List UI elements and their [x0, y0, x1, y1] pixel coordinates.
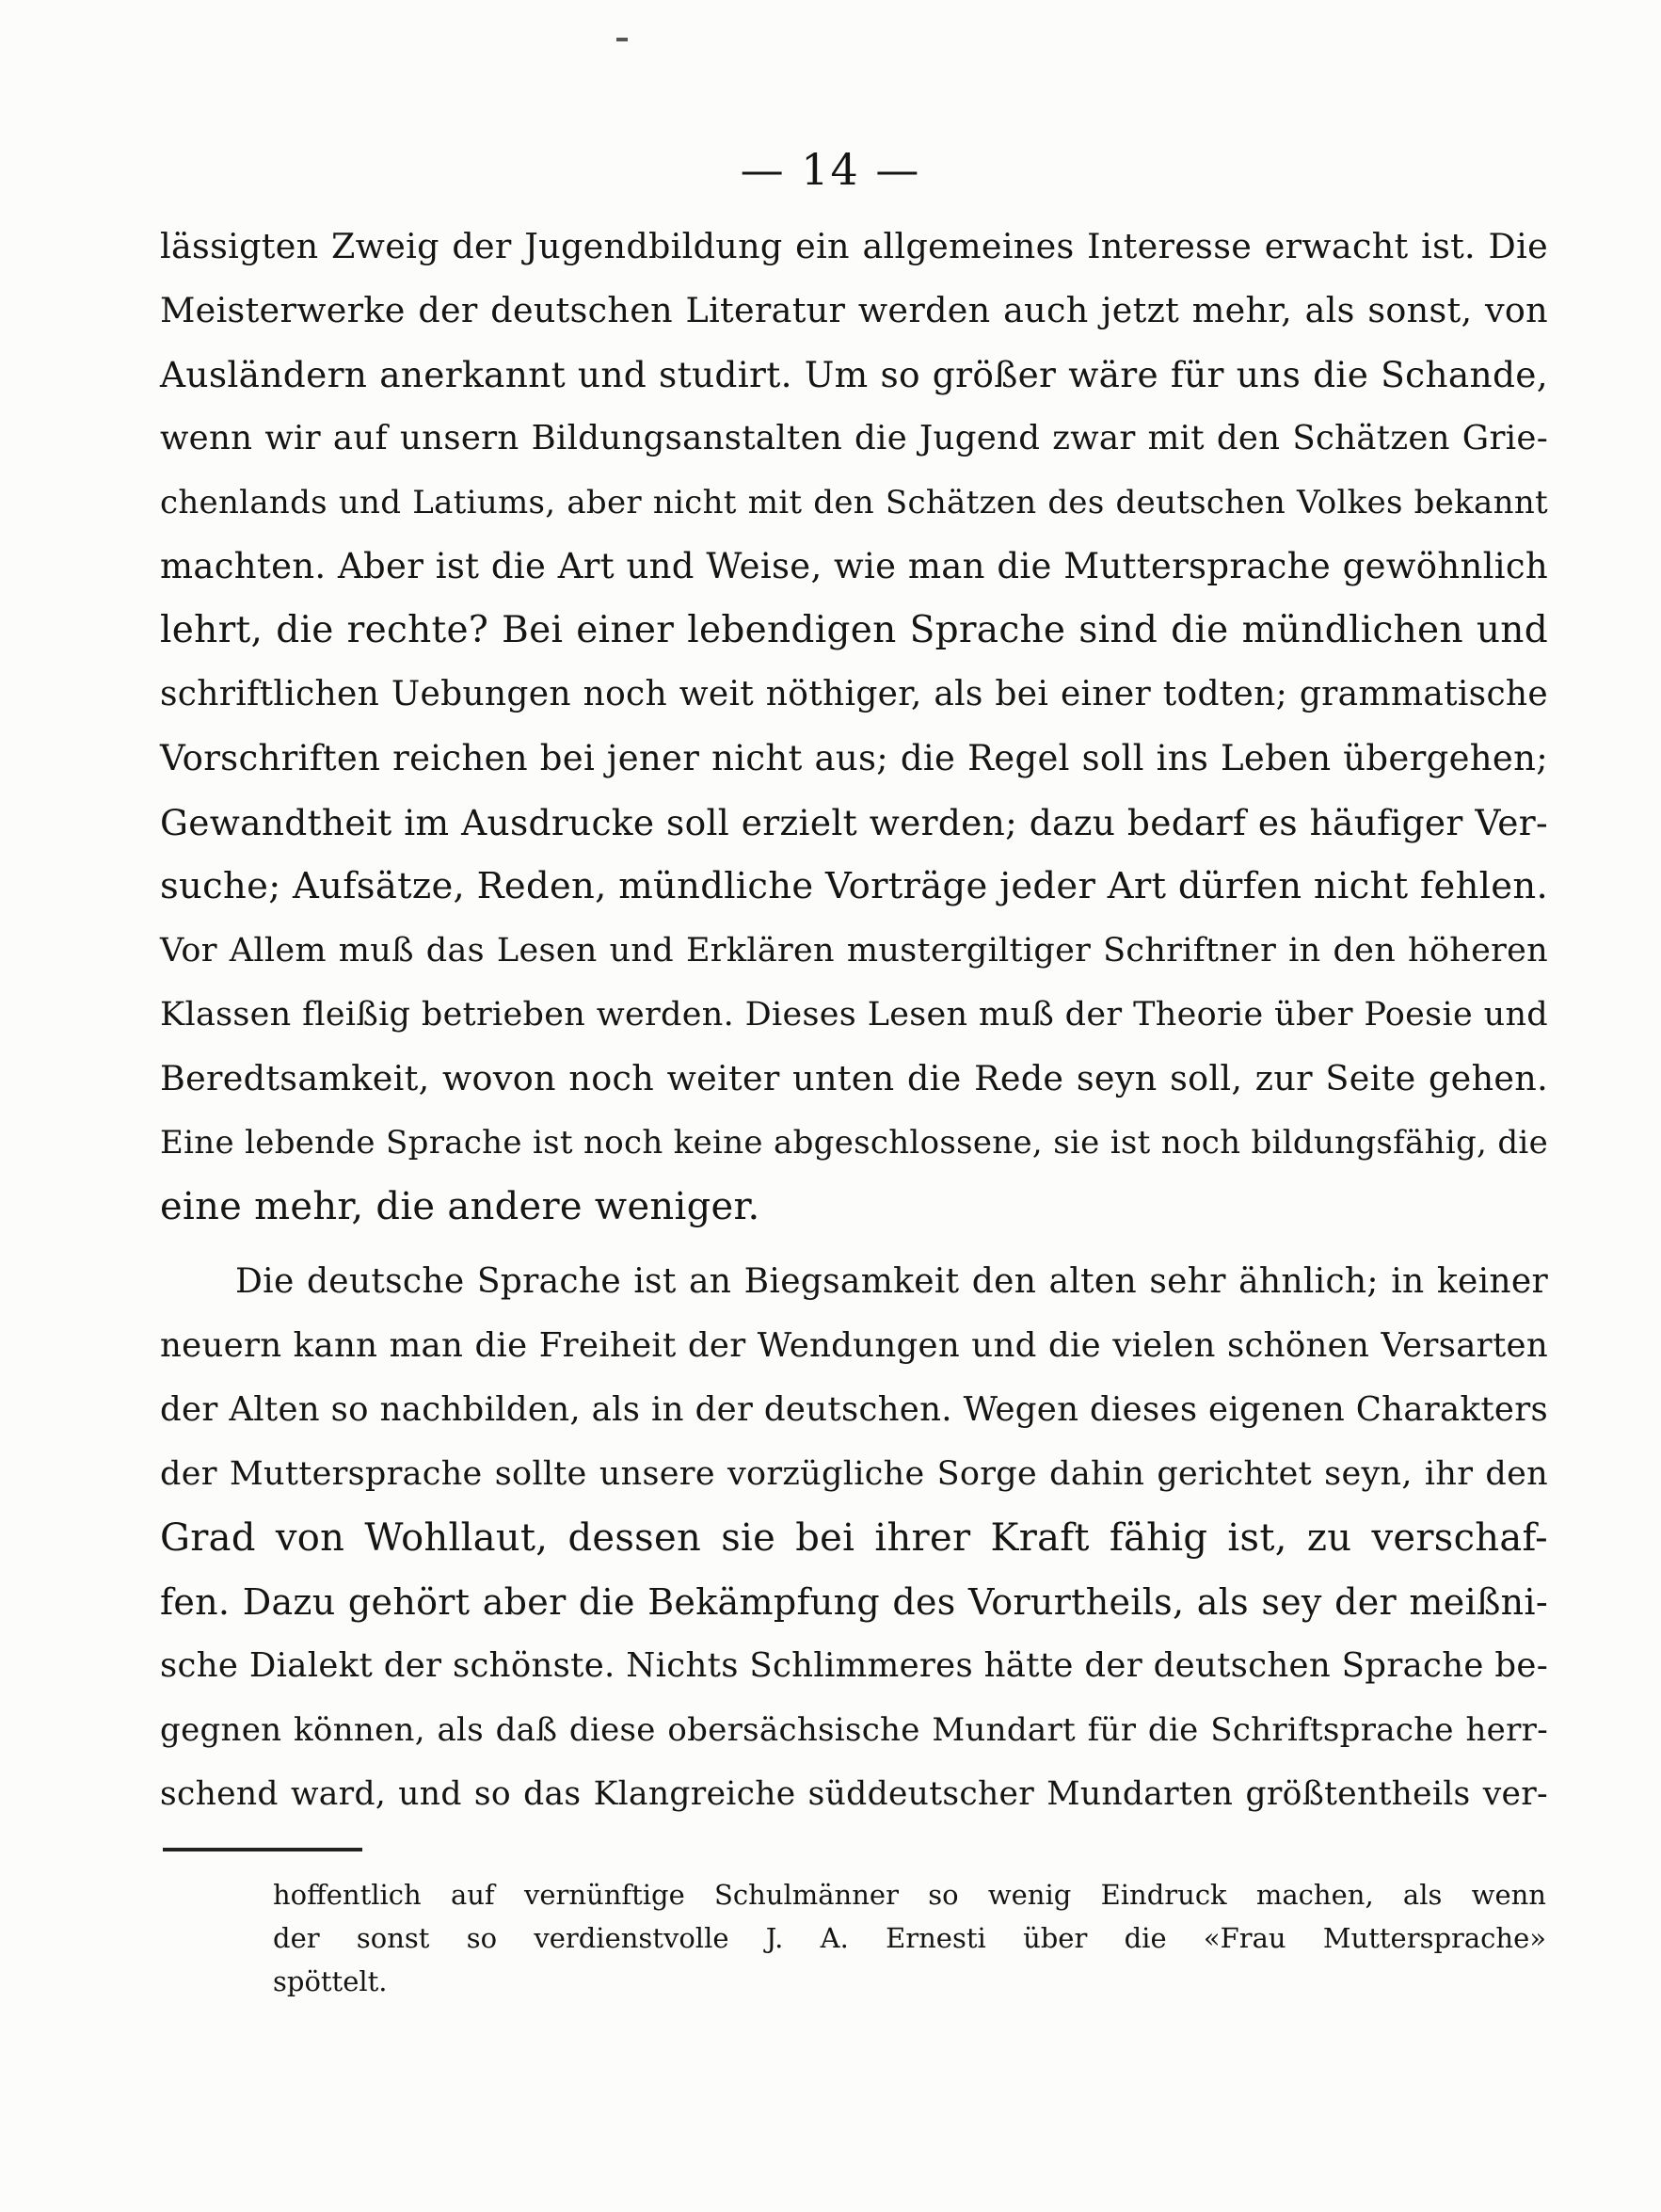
text-line: lässigten Zweig der Jugendbildung ein allgemeines Interesse erwacht ist. Die — [160, 226, 1548, 266]
footnote-line: hoffentlich auf vernünftige Schulmänner so wenig Eindruck machen, als wenn — [273, 1879, 1546, 1911]
header-mark — [616, 38, 628, 41]
text-line: suche; Aufsätze, Reden, mündliche Vorträge jeder Art dürfen nicht fehlen. — [160, 865, 1548, 907]
text-line: Die deutsche Sprache ist an Biegsamkeit den alten sehr ähnlich; in keiner — [235, 1262, 1548, 1301]
text-line: Vor Allem muß das Lesen und Erklären mustergiltiger Schriftner in den höheren — [160, 932, 1548, 970]
body-text — [160, 215, 1548, 1826]
text-line: sche Dialekt der schönste. Nichts Schlimmeres hätte der deutschen Sprache be- — [160, 1646, 1548, 1685]
text-line: Beredtsamkeit, wovon noch weiter unten die Rede seyn soll, zur Seite gehen. — [160, 1058, 1548, 1098]
footnote — [273, 1873, 1546, 2003]
text-line: fen. Dazu gehört aber die Bekämpfung des Vorurtheils, als sey der meißni- — [160, 1581, 1548, 1623]
text-line: Eine lebende Sprache ist noch keine abgeschlossene, sie ist noch bildungsfähig, die — [160, 1124, 1548, 1162]
page-number: — 14 — — [740, 144, 921, 195]
text-line: chenlands und Latiums, aber nicht mit den Schätzen des deutschen Volkes bekannt — [160, 484, 1548, 521]
text-line: schend ward, und so das Klangreiche süddeutscher Mundarten größtentheils ver- — [160, 1775, 1548, 1813]
text-line: Ausländern anerkannt und studirt. Um so größer wäre für uns die Schande, — [160, 354, 1548, 395]
text-line: neuern kann man die Freiheit der Wendungen und die vielen schönen Versarten — [160, 1326, 1548, 1365]
text-line: lehrt, die rechte? Bei einer lebendigen Sprache sind die mündlichen und — [160, 609, 1548, 651]
footnote-line: spöttelt. — [273, 1965, 388, 1997]
text-line: Vorschriften reichen bei jener nicht aus; die Regel soll ins Leben übergehen; — [160, 738, 1548, 778]
text-line: Gewandtheit im Ausdrucke soll erzielt werden; dazu bedarf es häufiger Ver- — [160, 802, 1548, 843]
text-line: Meisterwerke der deutschen Literatur werden auch jetzt mehr, als sonst, von — [160, 290, 1548, 330]
text-line: eine mehr, die andere weniger. — [160, 1185, 760, 1228]
footnote-rule — [163, 1848, 362, 1851]
text-line: Grad von Wohllaut, dessen sie bei ihrer Kraft fähig ist, zu verschaf- — [160, 1516, 1548, 1560]
text-line: machten. Aber ist die Art und Weise, wie man die Muttersprache gewöhnlich — [160, 546, 1548, 586]
text-line: wenn wir auf unsern Bildungsanstalten die Jugend zwar mit den Schätzen Grie- — [160, 419, 1548, 457]
text-line: der Muttersprache sollte unsere vorzügliche Sorge dahin gerichtet seyn, ihr den — [160, 1455, 1548, 1493]
text-line: der Alten so nachbilden, als in der deutschen. Wegen dieses eigenen Charakters — [160, 1390, 1548, 1429]
text-line: Klassen fleißig betrieben werden. Dieses Lesen muß der Theorie über Poesie und — [160, 996, 1548, 1034]
footnote-line: der sonst so verdienstvolle J. A. Ernesti über die «Frau Muttersprache» — [273, 1922, 1546, 1954]
paragraph-gap — [160, 1239, 1548, 1250]
text-line: schriftlichen Uebungen noch weit nöthiger, als bei einer todten; grammatische — [160, 675, 1548, 713]
text-line: gegnen können, als daß diese obersächsische Mundart für die Schriftsprache herr- — [160, 1711, 1548, 1749]
